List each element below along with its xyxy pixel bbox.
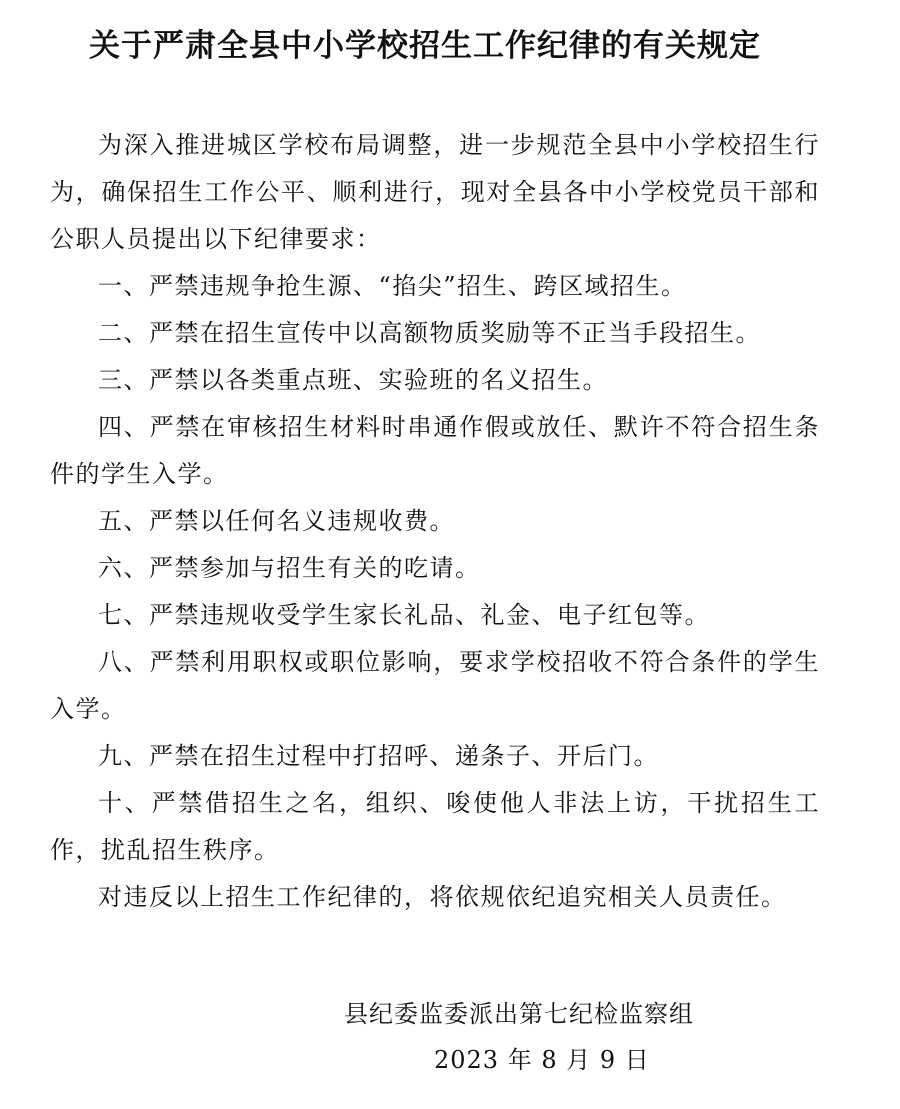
rule-item-4: 四、严禁在审核招生材料时串通作假或放任、默许不符合招生条件的学生入学。 (50, 413, 820, 488)
rule-item-6: 六、严禁参加与招生有关的吃请。 (98, 554, 481, 582)
signing-date: 2023 年 8 月 9 日 (434, 1046, 650, 1074)
rule-item-3: 三、严禁以各类重点班、实验班的名义招生。 (98, 366, 608, 394)
rule-item-9: 九、严禁在招生过程中打招呼、递条子、开后门。 (98, 742, 659, 770)
document-body (50, 122, 820, 921)
rule-item-2: 二、严禁在招生宣传中以高额物质奖励等不正当手段招生。 (98, 319, 761, 347)
rule-item-5: 五、严禁以任何名义违规收费。 (98, 507, 455, 535)
closing-paragraph: 对违反以上招生工作纪律的，将依规依纪追究相关人员责任。 (98, 883, 787, 911)
document-title: 关于严肃全县中小学校招生工作纪律的有关规定 (89, 28, 761, 64)
rule-item-7: 七、严禁违规收受学生家长礼品、礼金、电子红包等。 (98, 601, 710, 629)
rule-item-10: 十、严禁借招生之名，组织、唆使他人非法上访，干扰招生工作，扰乱招生秩序。 (50, 789, 820, 864)
rule-item-1: 一、严禁违规争抢生源、“掐尖”招生、跨区域招生。 (98, 272, 687, 300)
rule-item-8: 八、严禁利用职权或职位影响，要求学校招收不符合条件的学生入学。 (50, 648, 820, 723)
intro-paragraph: 为深入推进城区学校布局调整，进一步规范全县中小学校招生行为，确保招生工作公平、顺利进行，现对全县各中小学校党员干部和公职人员提出以下纪律要求： (50, 131, 820, 253)
signing-organization: 县纪委监委派出第七纪检监察组 (344, 1000, 694, 1028)
